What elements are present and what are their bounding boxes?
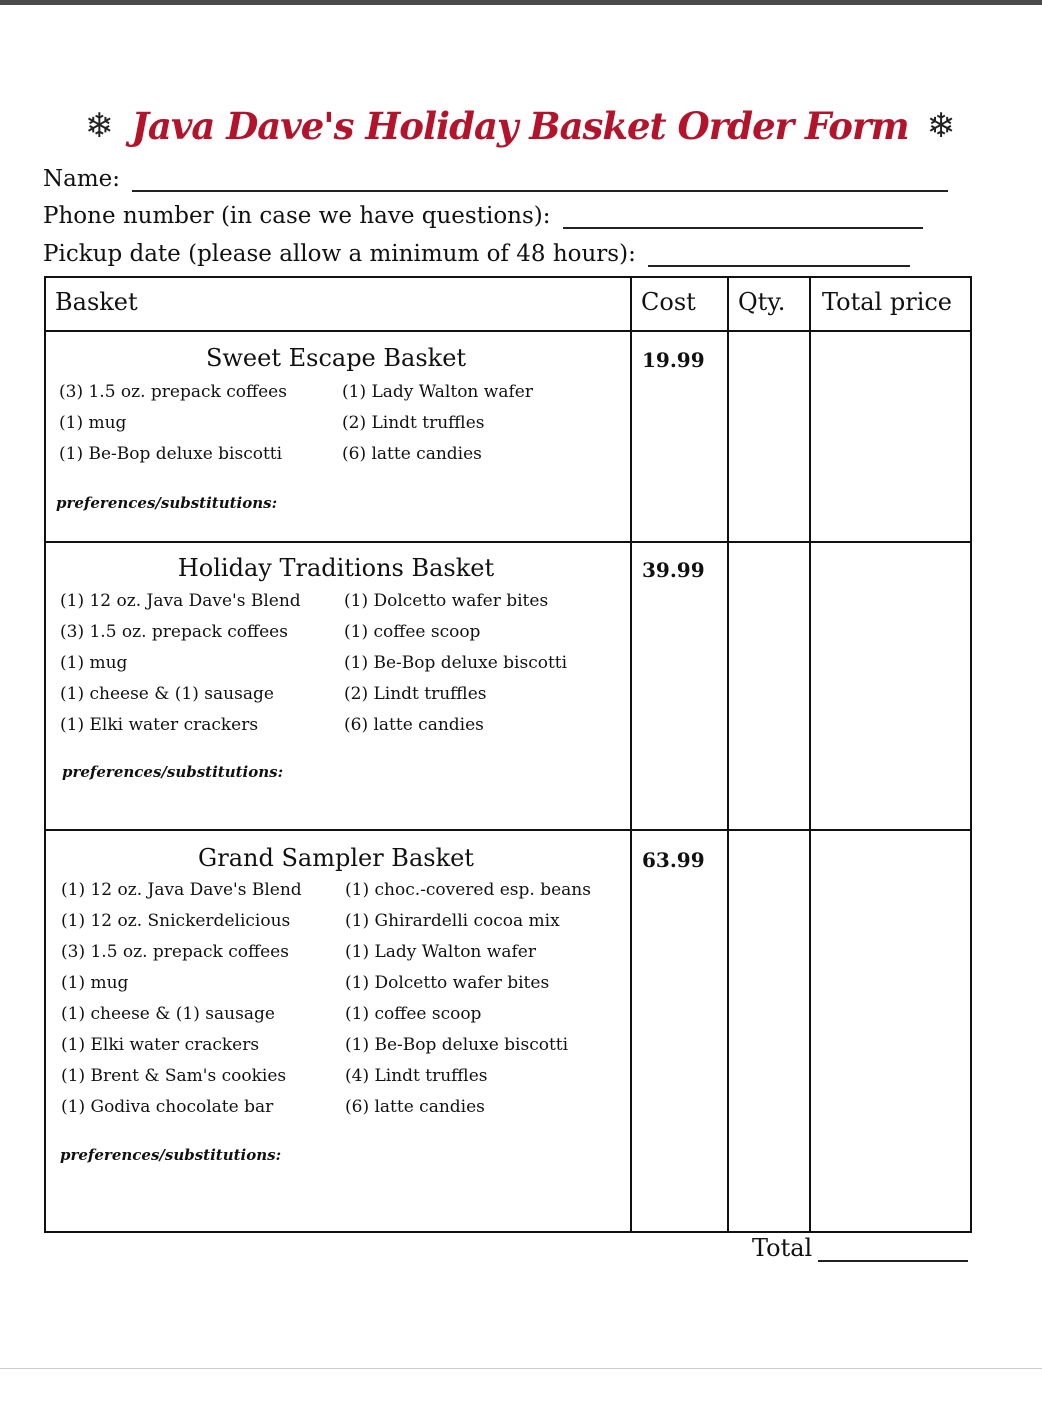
preferences-label: preferences/substitutions: — [62, 763, 284, 781]
basket-item: (3) 1.5 oz. prepack coffees — [60, 622, 288, 642]
basket-item: (1) Lady Walton wafer — [342, 382, 533, 402]
basket-item: (1) coffee scoop — [345, 1004, 482, 1024]
basket-cost: 39.99 — [642, 558, 705, 582]
basket-item: (1) Lady Walton wafer — [345, 942, 536, 962]
phone-blank-line[interactable] — [563, 205, 923, 229]
snowflake-icon: ❄ — [84, 106, 114, 146]
name-blank-line[interactable] — [132, 168, 948, 192]
basket-cost: 63.99 — [642, 848, 705, 872]
total-field — [752, 1234, 968, 1262]
basket-item: (1) 12 oz. Java Dave's Blend — [60, 591, 301, 611]
basket-item: (1) coffee scoop — [344, 622, 481, 642]
basket-item: (1) Brent & Sam's cookies — [61, 1066, 287, 1086]
total-label: Total — [752, 1234, 813, 1262]
form-title: Java Dave's Holiday Basket Order Form — [131, 104, 909, 148]
order-table — [44, 276, 972, 1233]
basket-item: (1) Dolcetto wafer bites — [344, 591, 549, 611]
column-divider — [809, 278, 811, 1231]
basket-item: (1) Ghirardelli cocoa mix — [345, 911, 560, 931]
basket-item: (2) Lindt truffles — [344, 684, 487, 704]
basket-item: (1) 12 oz. Snickerdelicious — [61, 911, 291, 931]
name-label: Name: — [43, 166, 121, 192]
pickup-blank-line[interactable] — [648, 243, 910, 267]
basket-name: Holiday Traditions Basket — [177, 554, 495, 582]
basket-item: (1) 12 oz. Java Dave's Blend — [61, 880, 302, 900]
column-divider — [727, 278, 729, 1231]
basket-item: (6) latte candies — [342, 444, 482, 464]
basket-item: (3) 1.5 oz. prepack coffees — [59, 382, 287, 402]
basket-item: (1) Be-Bop deluxe biscotti — [59, 444, 283, 464]
preferences-label: preferences/substitutions: — [56, 494, 278, 512]
total-blank-line[interactable] — [818, 1236, 968, 1262]
basket-item: (1) Dolcetto wafer bites — [345, 973, 550, 993]
row-divider — [46, 330, 970, 332]
header-total-price: Total price — [822, 288, 953, 316]
basket-item: (1) Godiva chocolate bar — [61, 1097, 274, 1117]
header-basket: Basket — [55, 288, 138, 316]
basket-item: (1) Elki water crackers — [60, 715, 259, 735]
basket-item: (4) Lindt truffles — [345, 1066, 488, 1086]
basket-item: (1) Be-Bop deluxe biscotti — [345, 1035, 569, 1055]
column-divider — [630, 278, 632, 1231]
basket-item: (6) latte candies — [344, 715, 484, 735]
row-divider — [46, 541, 970, 543]
header-cost: Cost — [641, 288, 696, 316]
basket-item: (1) cheese & (1) sausage — [61, 1004, 275, 1024]
basket-item: (1) mug — [61, 973, 129, 993]
basket-item: (3) 1.5 oz. prepack coffees — [61, 942, 289, 962]
basket-item: (1) Be-Bop deluxe biscotti — [344, 653, 568, 673]
phone-field — [43, 203, 923, 229]
basket-item: (1) mug — [60, 653, 128, 673]
name-field — [43, 166, 948, 192]
preferences-label: preferences/substitutions: — [60, 1146, 282, 1164]
header-qty: Qty. — [738, 288, 786, 316]
form-header — [60, 96, 980, 156]
basket-cost: 19.99 — [642, 348, 705, 372]
pickup-field — [43, 241, 910, 267]
basket-item: (1) cheese & (1) sausage — [60, 684, 274, 704]
scan-top-border — [0, 0, 1042, 5]
basket-name: Grand Sampler Basket — [198, 844, 474, 872]
basket-item: (2) Lindt truffles — [342, 413, 485, 433]
pickup-label: Pickup date (please allow a minimum of 48 hours): — [43, 241, 636, 267]
row-divider — [46, 829, 970, 831]
page-bottom-rule — [0, 1368, 1042, 1369]
basket-item: (1) choc.-covered esp. beans — [345, 880, 591, 900]
phone-label: Phone number (in case we have questions): — [43, 203, 551, 229]
basket-item: (1) mug — [59, 413, 127, 433]
basket-name: Sweet Escape Basket — [205, 344, 467, 372]
basket-item: (6) latte candies — [345, 1097, 485, 1117]
snowflake-icon: ❄ — [926, 106, 956, 146]
basket-item: (1) Elki water crackers — [61, 1035, 260, 1055]
